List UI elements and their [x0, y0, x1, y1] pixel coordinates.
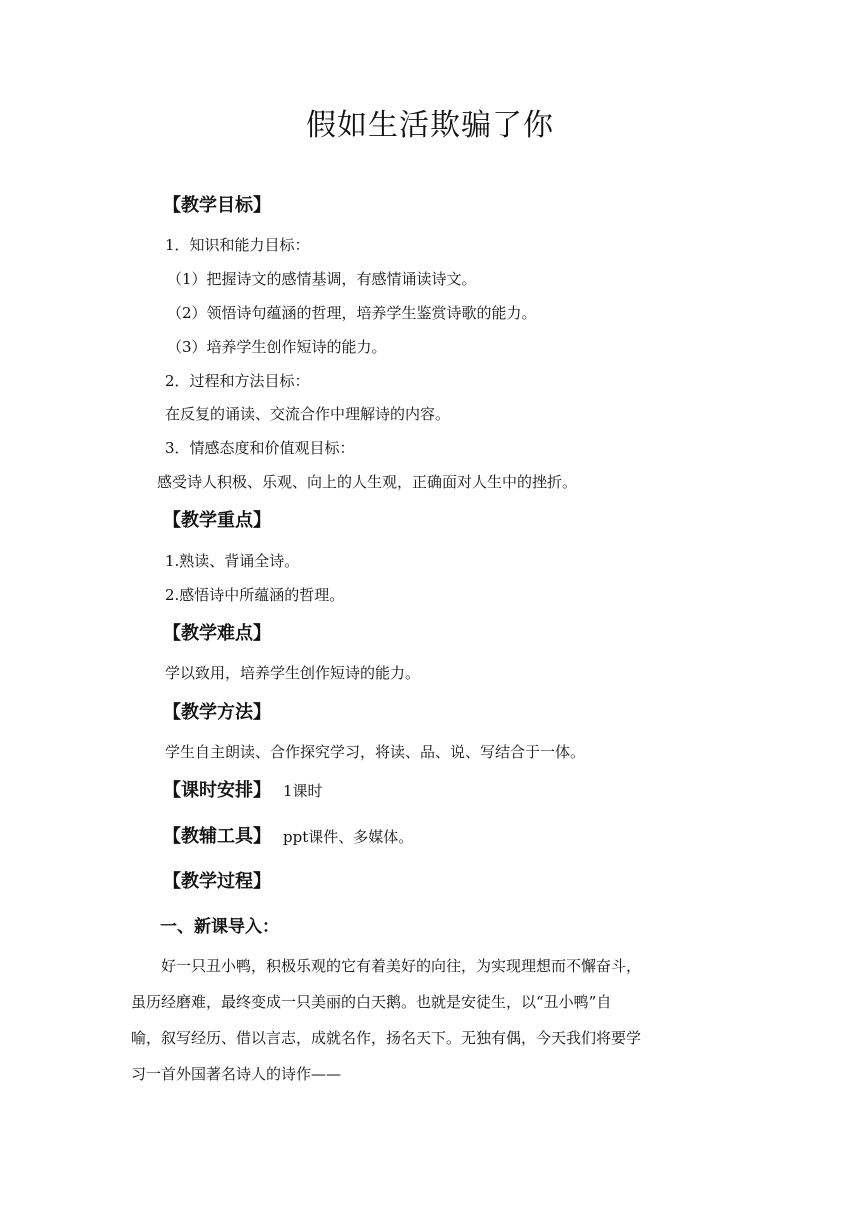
goals-item: 2．过程和方法目标：: [165, 372, 310, 390]
process-heading: 【教学过程】: [163, 871, 271, 892]
document-title: 假如生活欺骗了你: [306, 108, 554, 143]
goals-item: 在反复的诵读、交流合作中理解诗的内容。: [165, 405, 451, 423]
schedule-value: 1课时: [283, 782, 323, 800]
schedule-row: [163, 777, 323, 805]
key-point-item: 2.感悟诗中所蕴涵的哲理。: [165, 586, 345, 604]
goals-item: （1）把握诗文的感情基调，有感情诵读诗文。: [167, 270, 477, 288]
tools-value: ppt课件、多媒体。: [283, 828, 414, 846]
goals-item: 3．情感态度和价值观目标：: [165, 439, 355, 457]
section-title-intro: 一、新课导入：: [160, 917, 279, 937]
goals-item: （2）领悟诗句蕴涵的哲理，培养学生鉴赏诗歌的能力。: [167, 304, 537, 322]
goals-item: 1．知识和能力目标：: [165, 236, 310, 254]
goals-heading: 【教学目标】: [163, 195, 271, 216]
paragraph-line: 习一首外国著名诗人的诗作——: [131, 1065, 342, 1083]
goals-item: （3）培养学生创作短诗的能力。: [167, 338, 387, 356]
paragraph-line: 喻，叙写经历、借以言志，成就名作，扬名天下。无独有偶，今天我们将要学: [131, 1029, 642, 1047]
key-points-heading: 【教学重点】: [163, 510, 271, 531]
paragraph-line: 虽历经磨难，最终变成一只美丽的白天鹅。也就是安徒生，以“丑小鸭”自: [131, 993, 612, 1011]
difficulties-text: 学以致用，培养学生创作短诗的能力。: [165, 664, 421, 682]
tools-row: [163, 823, 413, 851]
difficulties-heading: 【教学难点】: [163, 623, 271, 644]
paragraph-line: 好一只丑小鸭，积极乐观的它有着美好的向往，为实现理想而不懈奋斗，: [131, 957, 642, 975]
key-point-item: 1.熟读、背诵全诗。: [165, 552, 300, 570]
schedule-heading: 【课时安排】: [163, 780, 271, 801]
goals-item: 感受诗人积极、乐观、向上的人生观，正确面对人生中的挫折。: [157, 473, 578, 491]
methods-heading: 【教学方法】: [163, 702, 271, 723]
methods-text: 学生自主朗读、合作探究学习，将读、品、说、写结合于一体。: [165, 743, 586, 761]
tools-heading: 【教辅工具】: [163, 826, 271, 847]
